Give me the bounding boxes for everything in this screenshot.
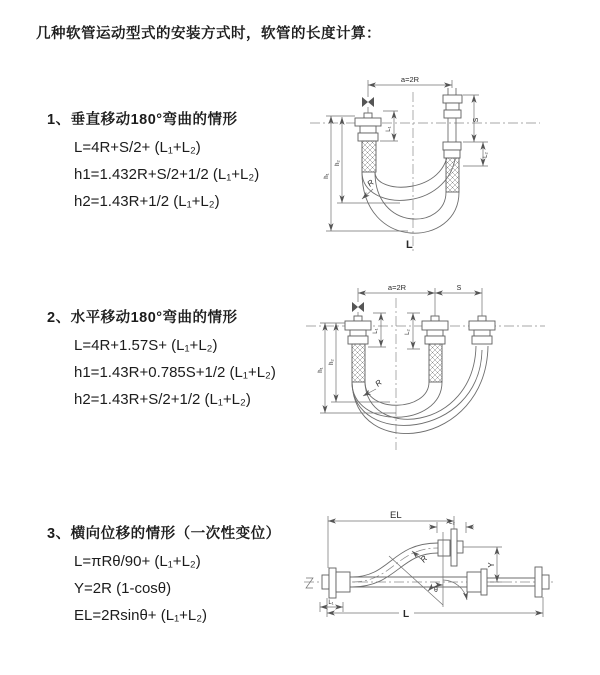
dimension-l1 xyxy=(320,600,343,612)
radius-label: R xyxy=(418,554,430,565)
radius-label: R xyxy=(365,177,376,189)
upper-right-flange-fitting xyxy=(438,529,463,566)
dim-label-l1: L₁ xyxy=(386,126,392,132)
section-2 xyxy=(47,306,322,408)
moving-end-fitting xyxy=(443,88,462,192)
dim-label-l: L xyxy=(403,609,410,620)
moving-end-fitting-original xyxy=(422,316,448,382)
section-1 xyxy=(47,108,322,210)
dim-label-s: S xyxy=(473,117,480,123)
section-3-heading: 3、横向位移的情形（一次性变位） xyxy=(47,526,281,542)
length-label: L xyxy=(406,239,413,251)
radius-label: R xyxy=(373,377,384,389)
moving-end-fitting-displaced xyxy=(469,316,495,344)
formula-l: L=πRθ/90+ (L₁+L₂) xyxy=(74,553,201,570)
inlet-fitting xyxy=(345,316,371,382)
radius-callout xyxy=(362,178,376,199)
dim-label-h1: h₁ xyxy=(318,367,324,373)
section-1-heading: 1、垂直移动180°弯曲的情形 xyxy=(47,112,238,128)
hose-loops xyxy=(352,346,488,434)
formula-h2: h2=1.43R+1/2 (L₁+L₂) xyxy=(74,193,220,210)
dimension-a-2r xyxy=(368,75,452,88)
braided-hose-section xyxy=(429,344,442,382)
dimension-l xyxy=(327,597,543,620)
dim-label-el: EL xyxy=(390,510,402,521)
braided-hose-section xyxy=(362,141,376,172)
braided-hose-section xyxy=(352,344,365,382)
radius-callout xyxy=(363,378,384,396)
dim-label-h2: h₂ xyxy=(335,160,341,166)
dim-label-l1: L₁ xyxy=(328,600,334,606)
formula-el: EL=2Rsinθ+ (L₁+L₂) xyxy=(74,607,208,624)
page-title: 几种软管运动型式的安装方式时，软管的长度计算： xyxy=(36,26,381,42)
formula-y: Y=2R (1-cosθ) xyxy=(74,580,172,597)
dim-label-h1: h₁ xyxy=(324,173,330,179)
dim-label-a: a=2R xyxy=(387,283,407,292)
hose-displaced-position xyxy=(352,543,438,587)
radius-callout xyxy=(412,551,429,564)
dim-label-l2: L₂ xyxy=(405,329,411,335)
centerline-break-mark xyxy=(306,578,313,588)
dimension-el xyxy=(328,510,454,568)
left-flange-fitting xyxy=(322,568,350,598)
valve-icon xyxy=(352,296,364,316)
formula-h1: h1=1.43R+0.785S+1/2 (L₁+L₂) xyxy=(74,364,276,381)
braided-hose-section xyxy=(446,158,459,192)
formula-h1: h1=1.432R+S/2+1/2 (L₁+L₂) xyxy=(74,166,260,183)
diagram-horizontal-180-bend xyxy=(300,280,555,460)
dim-label-l2: L₂ xyxy=(449,520,455,526)
dimension-a-2r xyxy=(358,283,482,316)
formula-l: L=4R+1.57S+ (L₁+L₂) xyxy=(74,337,218,354)
diagram-vertical-180-bend xyxy=(300,75,555,260)
section-2-heading: 2、水平移动180°弯曲的情形 xyxy=(47,310,238,326)
dim-label-l2: L₂ xyxy=(483,152,489,158)
valve-icon xyxy=(362,88,374,113)
hose-loop xyxy=(362,148,459,233)
diagram-lateral-displacement xyxy=(300,505,560,655)
angle-label: θ xyxy=(434,587,438,594)
dim-label-a: a=2R xyxy=(400,75,420,84)
formula-h2: h2=1.43R+S/2+1/2 (L₁+L₂) xyxy=(74,391,251,408)
dim-label-h2: h₂ xyxy=(329,359,335,365)
section-3 xyxy=(47,522,322,624)
dim-label-s: S xyxy=(456,285,462,292)
dim-label-y: Y xyxy=(487,562,496,568)
dimension-s xyxy=(463,95,489,166)
formula-l: L=4R+S/2+ (L₁+L₂) xyxy=(74,139,201,156)
dimension-l2 xyxy=(405,313,420,349)
dimension-l1 xyxy=(380,111,398,141)
inlet-fitting xyxy=(355,113,381,172)
dim-label-l1: L₁ xyxy=(373,328,379,334)
